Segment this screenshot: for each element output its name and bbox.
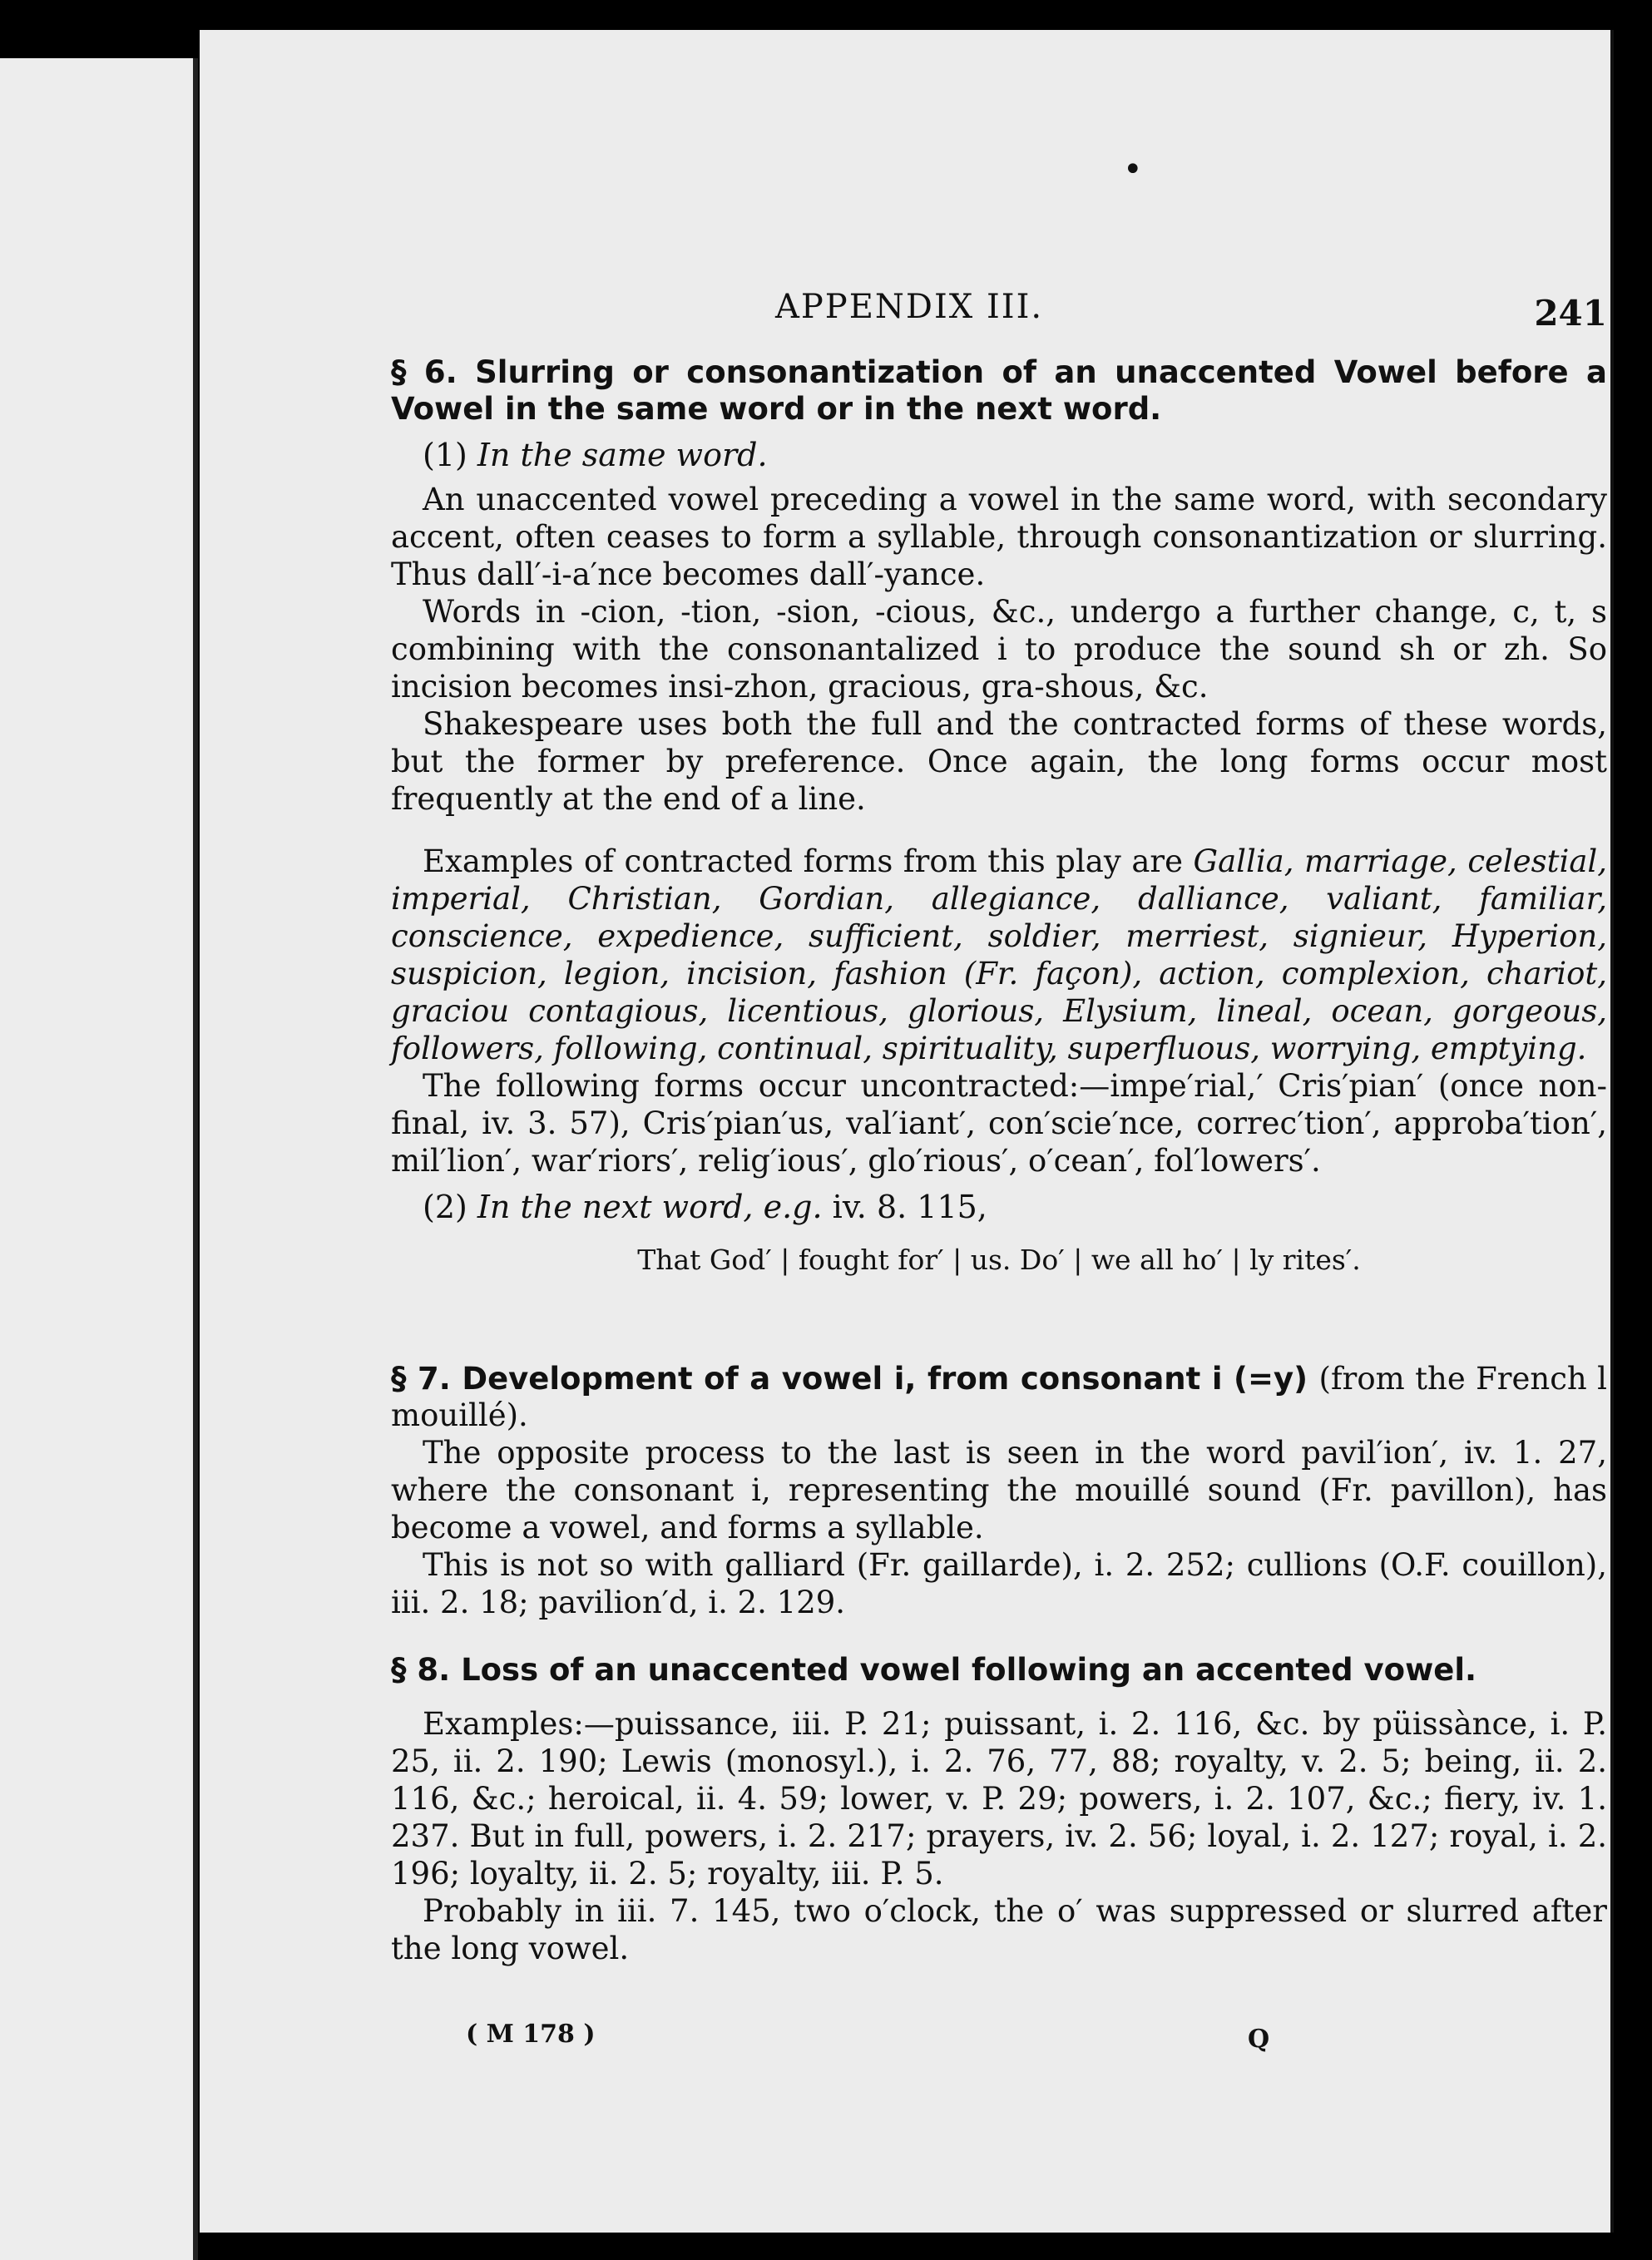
subsection-2-reference: iv. 8. 115, [832, 1189, 987, 1225]
section-6-paragraph-1: An unaccented vowel preceding a vowel in the same word, with secondary accent, often ceases to form a syllable, through consonantization or slurring. Thus dall′-i-a′nce becomes dall′-yance. [391, 482, 1607, 592]
subsection-2-label [423, 1188, 1607, 1226]
examples-list: Gallia, marriage, celestial, imperial, Christian, Gordian, allegiance, dalliance, valiant, familiar, conscience, expedience, sufficient, soldier, merriest, signieur, Hyperion, suspicion, legion, incision, fashion (Fr. façon), action, complexion, chariot, graciou contagious, licentious, glorious, Elysium, lineal, ocean, gorgeous, followers, following, continual, spirituality, superfluous, worrying, emptying. [391, 843, 1608, 1066]
section-7 [391, 1361, 1607, 1621]
section-6-paragraph-2: Words in -cion, -tion, -sion, -cious, &c., undergo a further change, c, t, s combining with the consonantalized i to produce the sound sh or zh. So incision becomes insi-zhon, gracious, gra-shous, &c. [391, 594, 1607, 705]
running-title: APPENDIX III. [775, 288, 1044, 326]
section-8-heading: § 8. Loss of an unaccented vowel following an accented vowel. [391, 1652, 1477, 1688]
subsection-1-label [423, 436, 1607, 474]
signature-letter: Q [1248, 2025, 1270, 2054]
facing-page-edge [0, 58, 198, 2260]
section-6-paragraph-3: Shakespeare uses both the full and the contracted forms of these words, but the former by preference. Once again, the long forms occur most frequently at the end of a line. [391, 706, 1607, 817]
section-7-heading [391, 1361, 1607, 1434]
section-6 [391, 354, 1607, 1297]
subsection-1-number: (1) [423, 437, 467, 473]
running-header [391, 288, 1607, 338]
section-7-heading-tail: (from the French l mouillé). [391, 1361, 1607, 1433]
subsection-2-title: In the next word, e.g. [477, 1189, 823, 1225]
section-8-paragraph-1: Examples:—puissance, iii. P. 21; puissant, i. 2. 116, &c. by püissànce, i. P. 25, ii. 2. 190; Lewis (monosyl.), i. 2. 76, 77, 88; royalty, v. 2. 5; being, ii. 2. 116, &c.; heroical, ii. 4. 59; lower, v. P. 29; powers, i. 2. 107, &c.; fiery, iv. 1. 237. But in full, powers, i. 2. 217; prayers, iv. 2. 56; loyal, i. 2. 127; royal, i. 2. 196; loyalty, ii. 2. 5; royalty, iii. P. 5. [391, 1706, 1607, 1892]
verse-example: That God′ | fought for′ | us. Do′ | we all ho′ | ly rites′. [637, 1244, 1361, 1276]
section-7-heading-main: § 7. Development of a vowel i, from consonant i (=y) [391, 1361, 1308, 1397]
page-footer [391, 2020, 1607, 2061]
signature-code: ( M 178 ) [466, 2020, 596, 2049]
book-page [200, 30, 1614, 2233]
subsection-1-title: In the same word. [477, 437, 768, 473]
examples-intro: Examples of contracted forms from this play are [423, 843, 1183, 879]
section-6-paragraph-4: The following forms occur uncontracted:—impe′rial,′ Cris′pian′ (once non-final, iv. 3. 57), Cris′pian′us, val′iant′, con′scie′nce, correc′tion′, approba′tion′, mil′lion′, war′riors′, relig′ious′, glo′rious′, o′cean′, fol′lowers′. [391, 1068, 1607, 1179]
page-number: 241 [1534, 293, 1607, 334]
section-8-paragraph-2: Probably in iii. 7. 145, two o′clock, the o′ was suppressed or slurred after the long vowel. [391, 1893, 1607, 1966]
ink-mark: • [1123, 151, 1143, 189]
section-7-paragraph-2: This is not so with galliard (Fr. gaillarde), i. 2. 252; cullions (O.F. couillon), iii. 2. 18; pavilion′d, i. 2. 129. [391, 1547, 1607, 1620]
section-8 [391, 1652, 1607, 1967]
subsection-2-number: (2) [423, 1189, 467, 1225]
section-6-heading: § 6. Slurring or consonantization of an unaccented Vowel before a Vowel in the same word or in the next word. [391, 354, 1607, 427]
examples-paragraph [391, 843, 1607, 1067]
section-7-paragraph-1: The opposite process to the last is seen in the word pavil′ion′, iv. 1. 27, where the consonant i, representing the mouillé sound (Fr. pavillon), has become a vowel, and forms a syllable. [391, 1435, 1607, 1545]
